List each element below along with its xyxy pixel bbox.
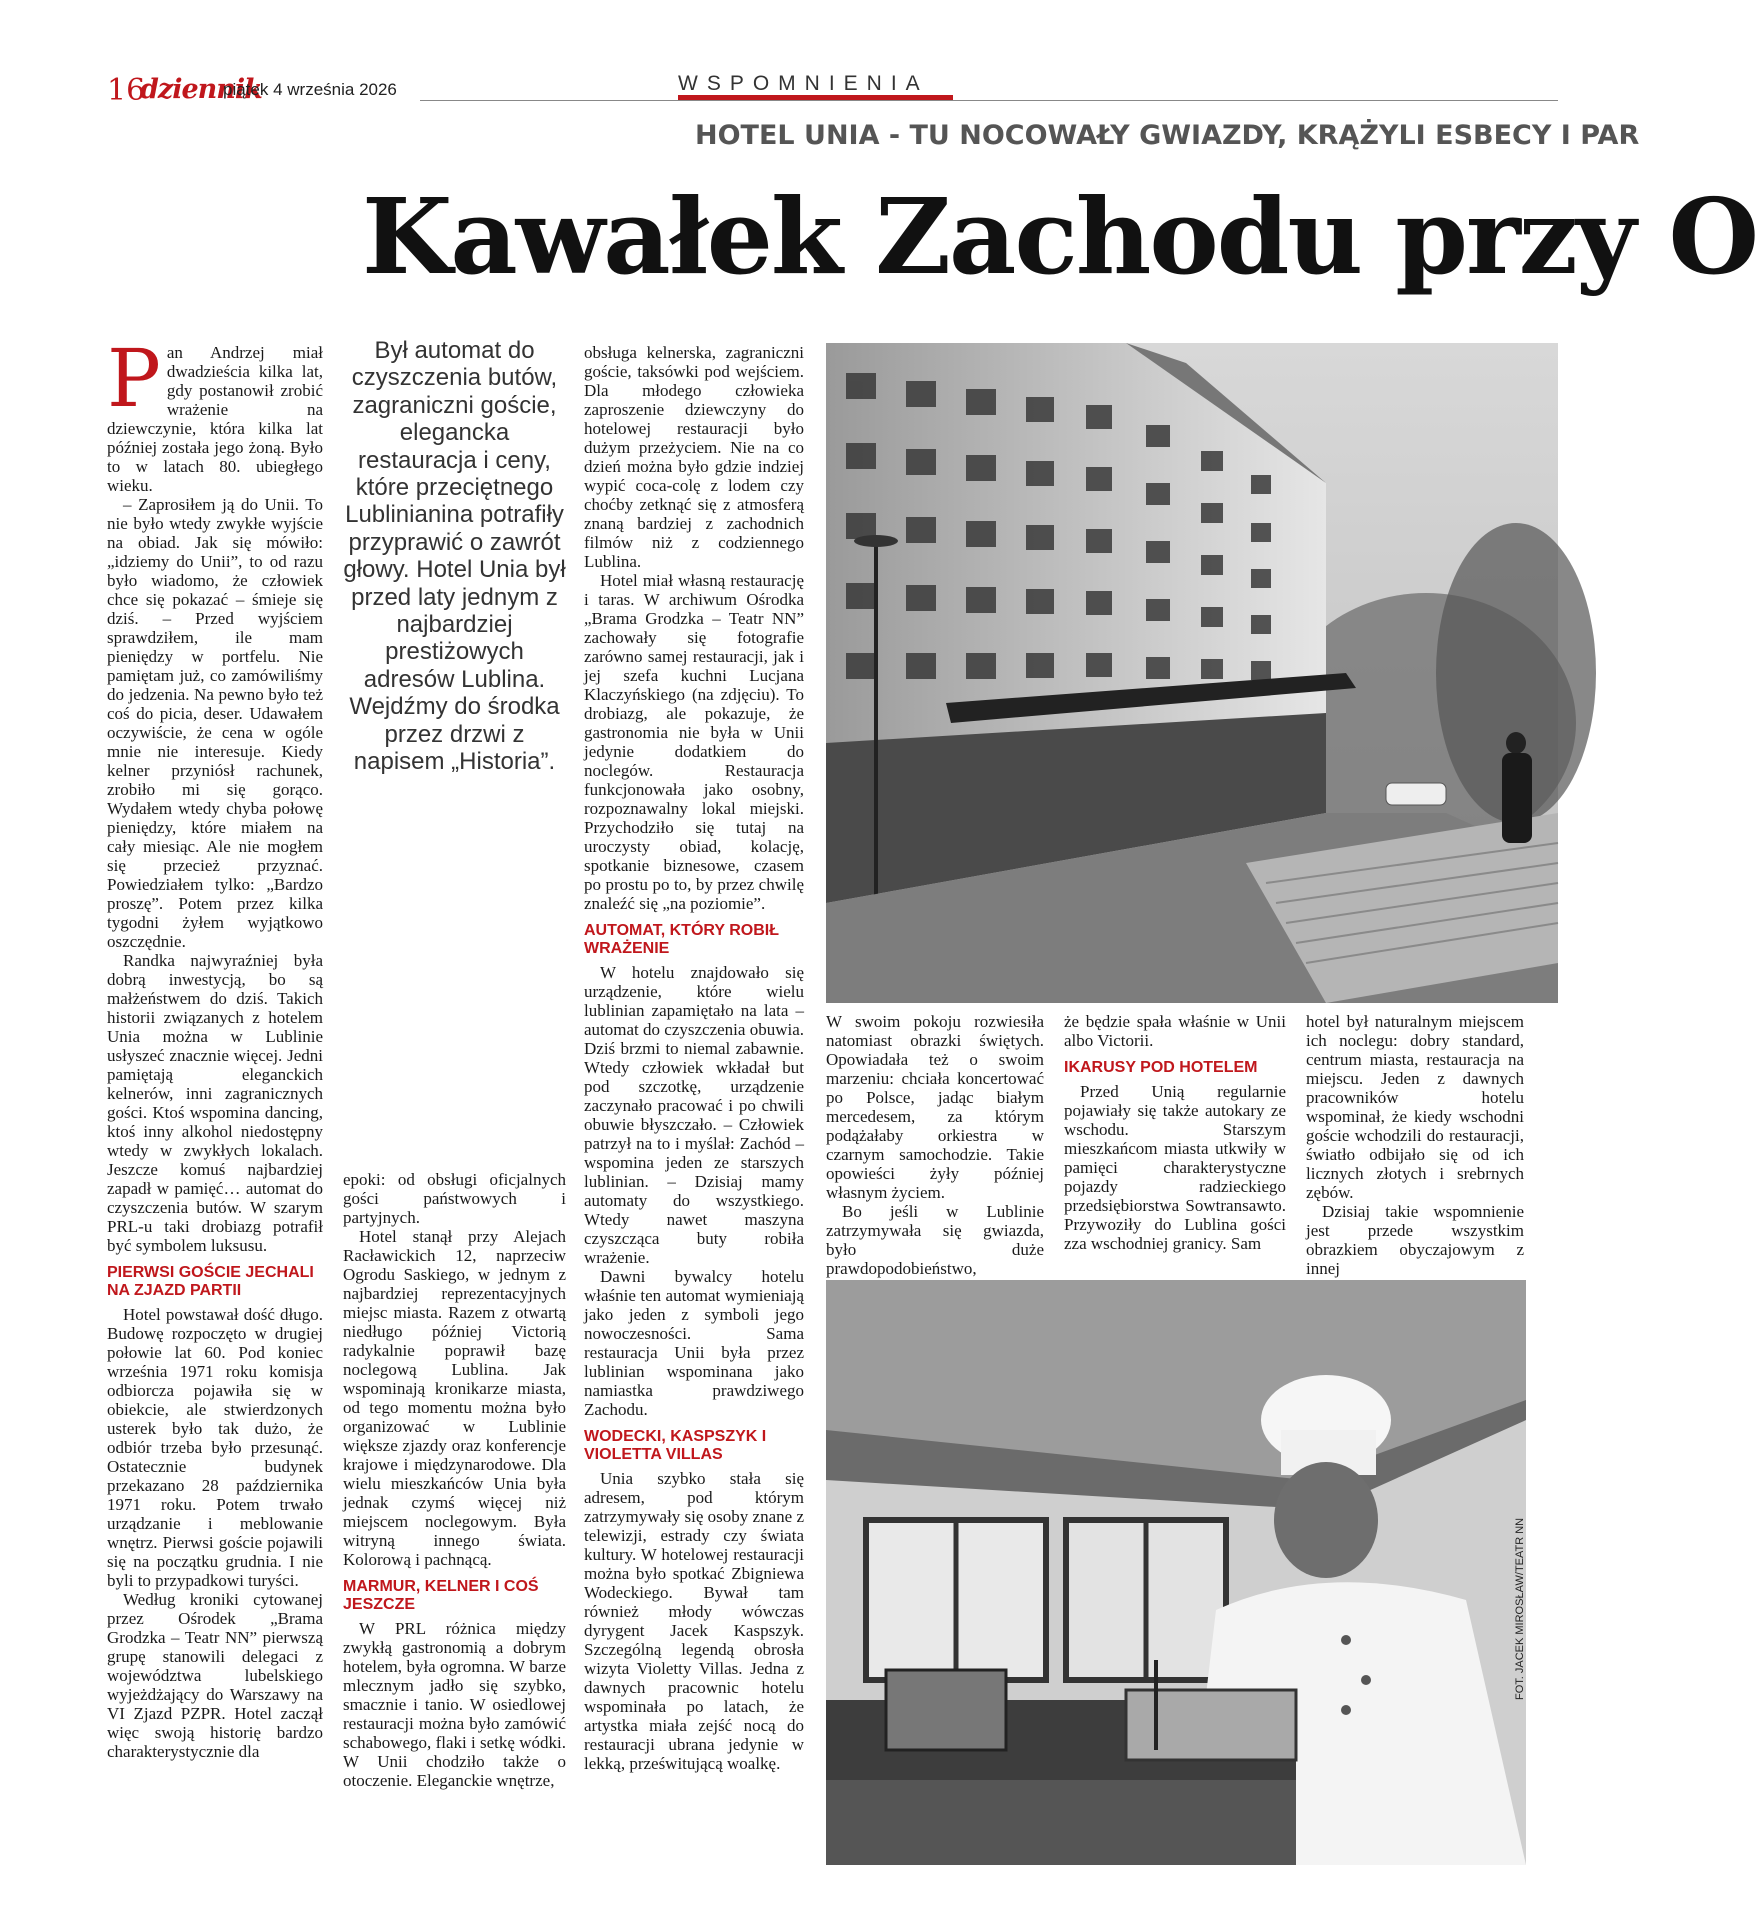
headline: Kawałek Zachodu przy O	[362, 175, 1757, 298]
paragraph: Dzisiaj takie wspomnienie jest przede wszystkim obrazkiem obyczajowym z innej	[1306, 1202, 1524, 1278]
page-number: 16	[107, 73, 146, 108]
newspaper-logo: dziennik	[140, 74, 262, 105]
pull-quote: Był automat do czyszczenia butów, zagraniczni goście, elegancka restauracja i ceny, które przeciętnego Lublinianina potrafiły przyprawić o zawrót głowy. Hotel Unia był przed laty jednym z najbardziej prestiżowych adresów Lublina. Wejdźmy do środka przez drzwi z napisem „Historia”.	[343, 337, 566, 776]
header-rule	[420, 100, 1558, 101]
paragraph: – Zaprosiłem ją do Unii. To nie było wtedy zwykłe wyjście na obiad. Jak się mówiło: „idziemy do Unii”, to od razu było wiadomo, że człowiek chce się pokazać – śmieje się dziś. – Przed wyjściem sprawdziłem, ile mam pieniędzy w portfelu. Nie pamiętam już, co zamówiliśmy do jedzenia. Na pewno było też coś do picia, deser. Udawałem oczywiście, że cena w ogóle mnie nie interesuje. Kiedy kelner przyniósł rachunek, zrobiło mi się gorąco. Wydałem wtedy chyba połowę pieniędzy, które miałem na cały miesiąc. Ale nie mogłem się przecież przyznać. Powiedziałem tylko: „Bardzo proszę”. Potem przez kilka tygodni żyłem wyjątkowo oszczędnie.	[107, 495, 323, 951]
paragraph: W PRL różnica między zwykłą gastronomią a dobrym hotelem, była ogromna. W barze mlecznym jadło się szybko, smacznie i tanio. W osiedlowej restauracji można było zamówić schabowego, flaki i setkę wódki. W Unii chodziło także o otoczenie. Eleganckie wnętrze,	[343, 1619, 566, 1790]
hotel-building-photo	[826, 343, 1558, 1003]
paragraph: obsługa kelnerska, zagraniczni goście, taksówki pod wejściem. Dla młodego człowieka zaproszenie dziewczyny do hotelowej restauracji było dużym przeżyciem. Nie na co dzień można było gdzie indziej wypić coca-colę z lodem czy choćby zetknąć się z atmosferą znaną bardziej z zachodnich filmów niż z codziennego Lublina.	[584, 343, 804, 571]
article-column-6	[1306, 1012, 1524, 1278]
article-column-2	[343, 1170, 566, 1790]
paragraph: Randka najwyraźniej była dobrą inwestycją, bo są małżeństwem do dziś. Takich historii związanych z hotelem Unia można w Lublinie usłyszeć znacznie więcej. Jedni pamiętają eleganckich kelnerów, inni zagranicznych gości. Ktoś wspomina dancing, ktoś inny alkohol niedostępny wtedy w zwykłych lokalach. Jeszcze komuś najbardziej zapadł w pamięć… automat do czyszczenia butów. W szarym PRL-u taki drobiazg potrafił być symbolem luksusu.	[107, 951, 323, 1255]
article-column-4	[826, 1012, 1044, 1278]
photo-credit: FOT. JACEK MIROSŁAW/TEATR NN	[1514, 1517, 1526, 1700]
chef-photo	[826, 1280, 1526, 1865]
article-column-1	[107, 332, 323, 1761]
paragraph: W swoim pokoju rozwiesiła natomiast obrazki świętych. Opowiadała też o swoim marzeniu: chciała koncertować po Polsce, jadąc białym mercedesem, za którym podążałaby orkiestra w czarnym samochodzie. Takie opowieści żyły później własnym życiem.	[826, 1012, 1044, 1202]
kicker-line: HOTEL UNIA - TU NOCOWAŁY GWIAZDY, KRĄŻYLI ESBECY I PAR	[695, 120, 1640, 151]
paragraph: epoki: od obsługi oficjalnych gości państwowych i partyjnych.	[343, 1170, 566, 1227]
article-column-3	[584, 343, 804, 1773]
subheading: PIERWSI GOŚCIE JECHALI NA ZJAZD PARTII	[107, 1264, 314, 1299]
subheading: MARMUR, KELNER I COŚ JESZCZE	[343, 1578, 539, 1613]
paragraph: Hotel powstawał dość długo. Budowę rozpoczęto w drugiej połowie lat 60. Pod koniec września 1971 roku komisja odbiorcza pojawiła się w obiekcie, ale stwierdzonych usterek było tak dużo, że odbiór trzeba było przesunąć. Ostatecznie budynek przekazano 28 października 1971 roku. Potem trwało urządzanie i meblowanie wnętrz. Pierwsi goście pojawili się na początku grudnia. I nie byli to przypadkowi turyści.	[107, 1305, 323, 1590]
hotel-building-illustration	[826, 343, 1558, 1003]
article-column-5	[1064, 1012, 1286, 1253]
subheading: WODECKI, KASPSZYK I VIOLETTA VILLAS	[584, 1428, 767, 1463]
paragraph: hotel był naturalnym miejscem ich noclegu: dobry standard, centrum miasta, restauracja na miejscu. Jeden z dawnych pracowników hotelu wspominał, że kiedy wschodni goście wchodzili do restauracji, światło odbijało się od ich licznych złotych i srebrnych zębów.	[1306, 1012, 1524, 1202]
paragraph: an Andrzej miał dwadzieścia kilka lat, gdy postanowił zrobić wrażenie na dziewczynie, która kilka lat później została jego żoną. Było to w latach 80. ubiegłego wieku.	[107, 343, 323, 495]
subheading: IKARUSY POD HOTELEM	[1064, 1059, 1258, 1076]
subheading: AUTOMAT, KTÓRY ROBIŁ WRAŻENIE	[584, 922, 779, 957]
paragraph: Dawni bywalcy hotelu właśnie ten automat wymieniają jako jeden z symboli jego nowoczesności. Sama restauracja Unii była przez lublinian wspominana jako namiastka prawdziwego Zachodu.	[584, 1267, 804, 1419]
paragraph: Unia szybko stała się adresem, pod którym zatrzymywały się osoby znane z telewizji, estrady czy świata kultury. W hotelowej restauracji można było spotkać Zbigniewa Wodeckiego. Bywał tam również młody wówczas dyrygent Jacek Kaspszyk. Szczególną legendą obrosła wizyta Violetty Villas. Jedna z dawnych pracownic hotelu wspominała po latach, że artystka miała zejść nocą do restauracji ubrana jedynie w lekką, prześwitującą woalkę.	[584, 1469, 804, 1773]
issue-date: piątek 4 września 2026	[223, 80, 397, 99]
paragraph: W hotelu znajdowało się urządzenie, które wielu lublinian zapamiętało na lata – automat do czyszczenia obuwia. Dziś brzmi to niemal zabawnie. Wtedy człowiek wkładał but pod szczotkę, urządzenie zaczynało pracować i po chwili obuwie błyszczało. – Człowiek patrzył na to i myślał: Zachód – wspomina jeden ze starszych lublinian. – Dzisiaj mamy automaty do wszystkiego. Wtedy nawet maszyna czyszcząca buty robiła wrażenie.	[584, 963, 804, 1267]
paragraph: Bo jeśli w Lublinie zatrzymywała się gwiazda, było duże prawdopodobieństwo,	[826, 1202, 1044, 1278]
drop-cap: P	[107, 332, 161, 425]
paragraph: Według kroniki cytowanej przez Ośrodek „Brama Grodzka – Teatr NN” pierwszą grupę stanowili delegaci z województwa lubelskiego wyjeżdżający do Warszawy na VI Zjazd PZPR. Hotel zaczął więc swoją historię bardzo charakterystycznie dla	[107, 1590, 323, 1761]
paragraph: Przed Unią regularnie pojawiały się także autokary ze wschodu. Starszym mieszkańcom miasta utkwiły w pamięci charakterystyczne pojazdy radzieckiego przedsiębiorstwa Sowtransawto. Przywoziły do Lublina gości zza wschodniej granicy. Sam	[1064, 1082, 1286, 1253]
paragraph: Hotel stanął przy Alejach Racławickich 12, naprzeciw Ogrodu Saskiego, w jednym z najbardziej reprezentacyjnych miejsc miasta. Razem z otwartą niedługo później Victorią radykalnie poprawił bazę noclegową Lublina. Jak wspominają kronikarze miasta, od tego momentu można było organizować w Lublinie większe zjazdy oraz konferencje krajowe i międzynarodowe. Dla wielu mieszkańców Unia była jednak czymś więcej niż miejscem noclegowym. Była witryną innego świata. Kolorową i pachnącą.	[343, 1227, 566, 1569]
paragraph: Hotel miał własną restaurację i taras. W archiwum Ośrodka „Brama Grodzka – Teatr NN” zachowały się fotografie zarówno samej restauracji, jak i jej szefa kuchni Lucjana Klaczyńskiego (na zdjęciu). To drobiazg, ale pokazuje, że gastronomia nie była w Unii jedynie dodatkiem do noclegów. Restauracja funkcjonowała jako osobny, rozpoznawalny lokal miejski. Przychodziło się tutaj na uroczysty obiad, kolację, spotkanie biznesowe, czasem po prostu po to, by przez chwilę znaleźć się „na poziomie”.	[584, 571, 804, 913]
chef-illustration	[826, 1280, 1526, 1865]
paragraph: że będzie spała właśnie w Unii albo Victorii.	[1064, 1012, 1286, 1050]
section-label: WSPOMNIENIA	[678, 72, 929, 95]
